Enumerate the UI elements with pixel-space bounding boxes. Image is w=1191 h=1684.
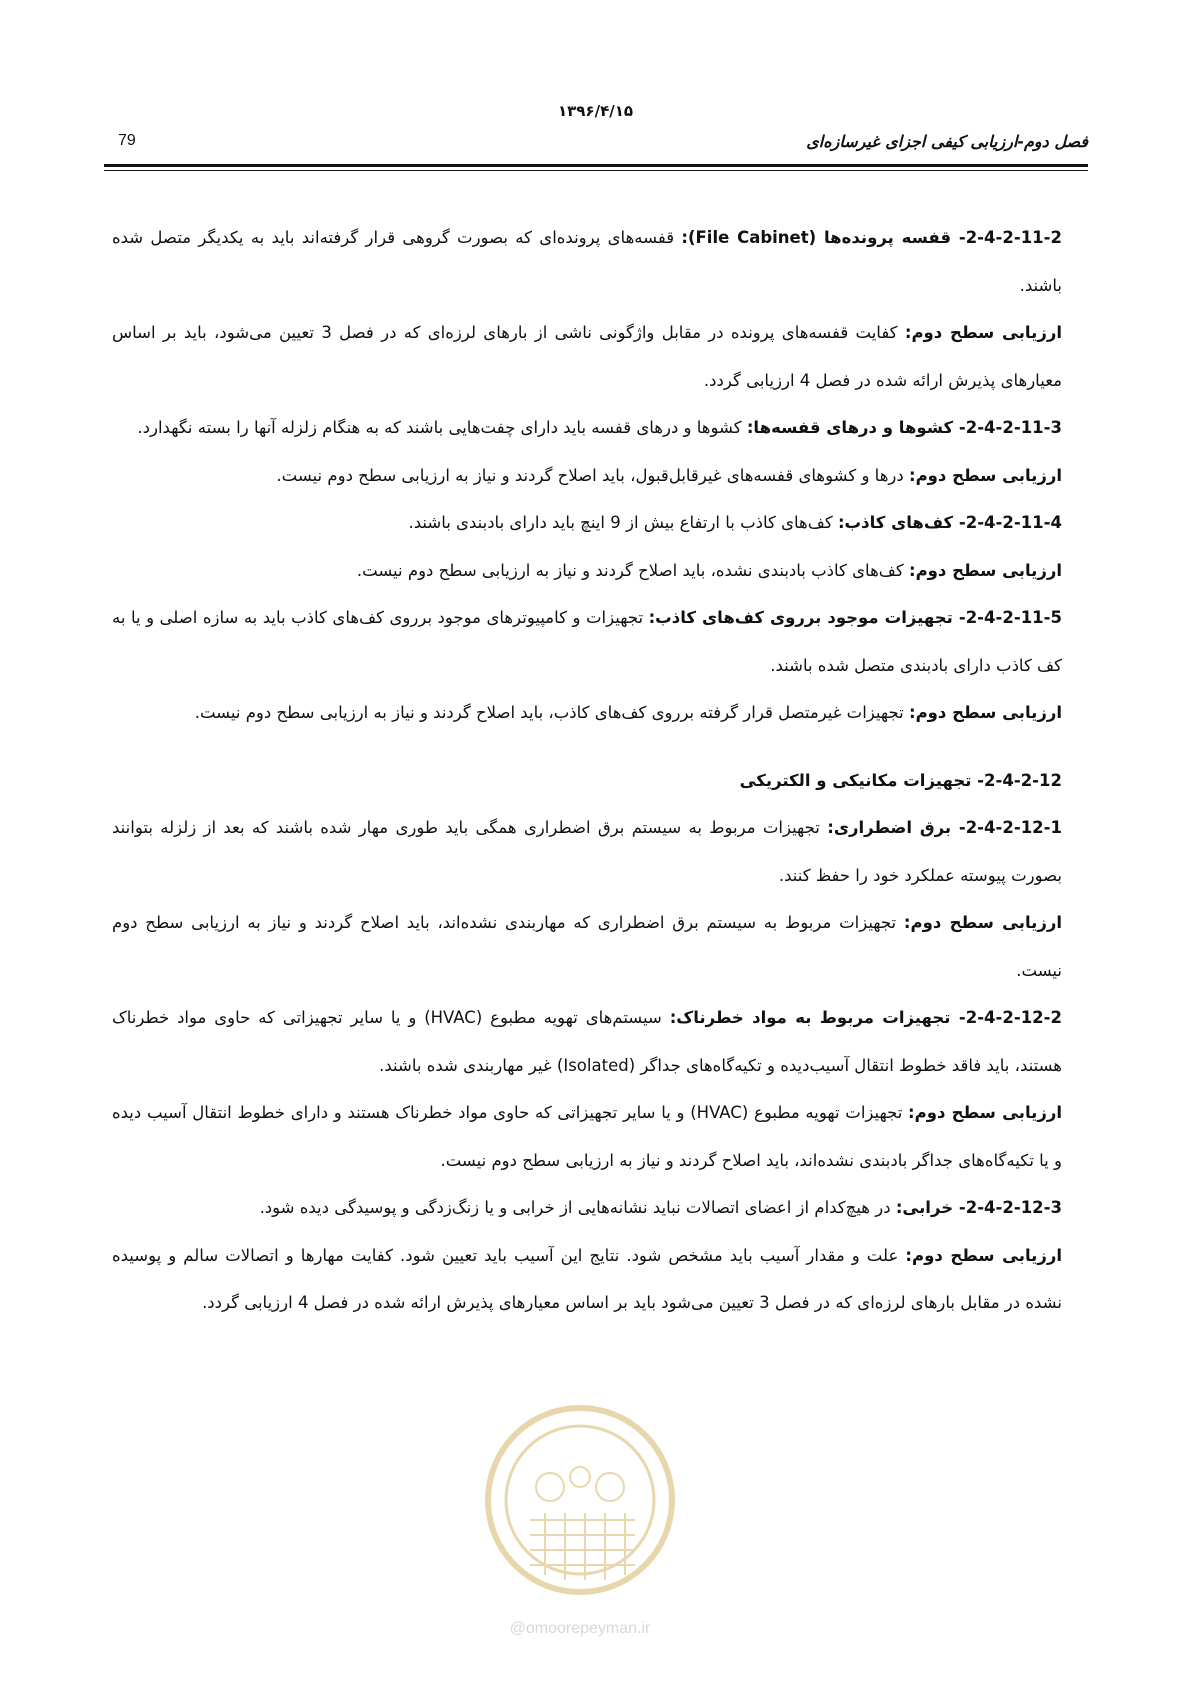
page-header [104, 130, 1088, 158]
paragraph-text: تجهیزات تهویه مطبوع (HVAC) و یا سایر تجهیزاتی که حاوی مواد خطرناک هستند و دارای خطوط انتقال آسیب دیده و یا تکیه‌گاه‌های جداگر بادبندی نشده‌اند، باید اصلاح گردند و نیاز به ارزیابی سطح دوم نیست. [112, 1103, 1062, 1170]
paragraph [112, 594, 1062, 689]
header-rule-thin [104, 170, 1088, 171]
paragraph-text: تجهیزات غیرمتصل قرار گرفته برروی کف‌های کاذب، باید اصلاح گردند و نیاز به ارزیابی سطح دوم نیست. [194, 703, 909, 722]
paragraph-text: علت و مقدار آسیب باید مشخص شود. نتایج این آسیب باید تعیین شود. کفایت مهارها و اتصالات سالم و پوسیده نشده در مقابل بارهای لرزه‌ای که در فصل 3 تعیین می‌شود باید بر اساس معیارهای پذیرش ارائه شده در فصل 4 ارزیابی گردد. [112, 1245, 1062, 1312]
paragraph [112, 1232, 1062, 1327]
paragraph [112, 1089, 1062, 1184]
paragraph-text: تجهیزات و کامپیوترهای موجود برروی کف‌های کاذب باید به سازه اصلی و یا به کف کاذب دارای بادبندی متصل شده باشند. [112, 608, 1062, 675]
paragraph-text: کف‌های کاذب بادبندی نشده، باید اصلاح گردند و نیاز به ارزیابی سطح دوم نیست. [356, 560, 909, 580]
paragraph-heading: ارزیابی سطح دوم: [908, 465, 1062, 485]
paragraph [112, 214, 1062, 309]
paragraph-heading: 2-4-2-11-3- کشوها و درهای قفسه‌ها: [746, 418, 1062, 437]
paragraph [112, 404, 1062, 452]
paragraph [112, 994, 1062, 1089]
watermark-url: @omoorepeyman.ir [509, 1620, 651, 1637]
paragraph-heading: ارزیابی سطح دوم: [908, 1103, 1063, 1122]
paragraph-heading: ارزیابی سطح دوم: [903, 913, 1062, 932]
paragraph-heading: 2-4-2-12-2- تجهیزات مربوط به مواد خطرناک: [669, 1008, 1062, 1027]
paragraph-heading: 2-4-2-11-2- قفسه پرونده‌ها (File Cabinet): [681, 228, 1062, 247]
paragraph-text: کف‌های کاذب با ارتفاع بیش از 9 اینچ باید دارای بادبندی باشند. [408, 513, 838, 532]
paragraph [112, 804, 1062, 899]
page-number: 79 [118, 132, 136, 149]
watermark-seal [470, 1395, 710, 1645]
seal-icon [470, 1395, 710, 1645]
paragraph [112, 547, 1062, 595]
paragraph-heading: 2-4-2-11-5- تجهیزات موجود برروی کف‌های کاذب: [648, 608, 1062, 627]
paragraph [112, 899, 1062, 994]
paragraph [112, 689, 1062, 737]
paragraph-heading: 2-4-2-12-1- برق اضطراری: [827, 818, 1062, 837]
paragraph-heading: ارزیابی سطح دوم: [904, 323, 1062, 342]
paragraph-heading: ارزیابی سطح دوم: [905, 1245, 1063, 1265]
paragraph-heading: 2-4-2-11-4- کف‌های کاذب: [837, 513, 1062, 532]
paragraph-text: کشوها و درهای قفسه باید دارای چفت‌هایی باشند که به هنگام زلزله آنها را بسته نگهدارد. [137, 418, 747, 437]
paragraph-heading: ارزیابی سطح دوم: [908, 560, 1062, 580]
paragraph-text: کفایت قفسه‌های پرونده در مقابل واژگونی ناشی از بارهای لرزه‌ای که در فصل 3 تعیین می‌شود، باید بر اساس معیارهای پذیرش ارائه شده در فصل 4 ارزیابی گردد. [112, 323, 1062, 390]
paragraph-heading: ارزیابی سطح دوم: [908, 703, 1062, 722]
document-date: ۱۳۹۶/۴/۱۵ [557, 102, 634, 120]
paragraph [112, 1184, 1062, 1232]
paragraph [112, 499, 1062, 547]
paragraph [112, 452, 1062, 500]
section-gap [112, 737, 1062, 757]
paragraph-heading: 2-4-2-12- تجهیزات مکانیکی و الکتریکی [739, 770, 1062, 790]
header-rule-thick [104, 164, 1088, 167]
paragraph-text: در هیچ‌کدام از اعضای اتصالات نباید نشانه‌هایی از خرابی و یا زنگ‌زدگی و پوسیدگی دیده شود. [259, 1198, 896, 1217]
paragraph [112, 757, 1062, 805]
body-text [112, 214, 1062, 1327]
paragraph-text: تجهیزات مربوط به سیستم برق اضطراری همگی باید طوری مهار شده باشند که بعد از زلزله بتوانند بصورت پیوسته عملکرد خود را حفظ کنند. [112, 818, 1062, 885]
paragraph [112, 309, 1062, 404]
chapter-title: فصل دوم-ارزیابی کیفی اجزای غیرسازه‌ای [806, 132, 1088, 151]
paragraph-text: تجهیزات مربوط به سیستم برق اضطراری که مهاربندی نشده‌اند، باید اصلاح گردند و نیاز به ارزیابی سطح دوم نیست. [112, 913, 1062, 980]
paragraph-heading: 2-4-2-12-3- خرابی: [895, 1198, 1062, 1217]
paragraph-text: سیستم‌های تهویه مطبوع (HVAC) و یا سایر تجهیزاتی که حاوی مواد خطرناک هستند، باید فاقد خطوط انتقال آسیب‌دیده و تکیه‌گاه‌های جداگر (Isolated) غیر مهاربندی شده باشند. [112, 1008, 1062, 1075]
paragraph-text: درها و کشوهای قفسه‌های غیرقابل‌قبول، باید اصلاح گردند و نیاز به ارزیابی سطح دوم نیست. [276, 465, 909, 485]
paragraph-text: قفسه‌های پرونده‌ای که بصورت گروهی قرار گرفته‌اند باید به یکدیگر متصل شده باشند. [112, 228, 1062, 295]
